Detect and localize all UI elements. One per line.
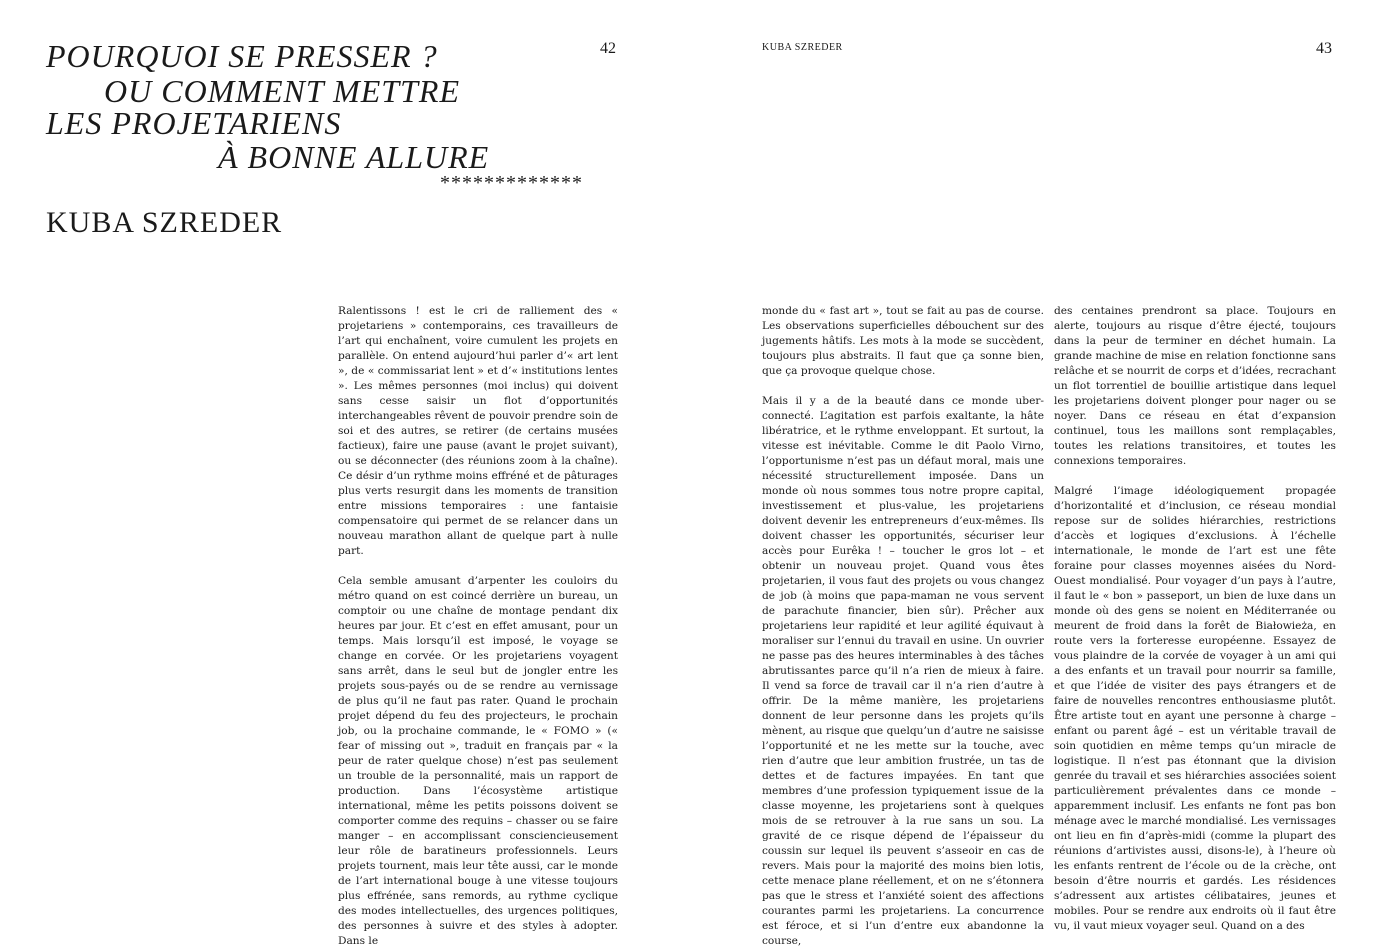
page-number-right: 43 xyxy=(1316,40,1332,57)
paragraph: des centaines prendront sa place. Toujours en alerte, toujours au risque d’être éjecté, toujours dans la peur de terminer en déchet humain. La grande machine de mise en relation fonctionne sans relâche et se nourrit de corps et d’idées, recrachant un flot torrentiel de bouillie artistique dans lequel les projetariens doivent plonger pour nager ou se noyer. Dans ce réseau en état d’expansion continuel, tous les maillons sont remplaçables, toutes les relations transitoires, et toutes les connexions temporaires. xyxy=(1054,305,1336,467)
title-line-1: POURQUOI SE PRESSER ? xyxy=(46,38,438,74)
paragraph: Malgré l’image idéologiquement propagée d’horizontalité et d’inclusion, ce réseau mondial repose sur de solides hiérarchies, restrictions d’accès et logiques d’exclusions. À l’échelle internationale, le monde de l’art est une fête foraine pour classes moyennes aisées du Nord-Ouest mondialisé. Pour voyager d’un pays à l’autre, il faut le « bon » passeport, un bien de luxe dans un monde où des gens se noient en Méditerranée ou meurent de froid dans la forêt de Białowieża, en route vers la forteresse européenne. Essayez de vous plaindre de la corvée de voyager à un ami qui a des enfants et un travail pour nourrir sa famille, et que l’idée de visiter des pays étrangers et de faire de nouvelles rencontres enthousiasme plutôt. Être artiste tout en ayant une personne à charge – enfant ou parent âgé – est un véritable travail de soin quotidien en même temps qu’un miracle de logistique. Il n’est pas étonnant que la division genrée du travail et ses hiérarchies associées soient particulièrement prévalentes dans ce monde – apparemment inclusif. Les enfants ne font pas bon ménage avec le marché mondialisé. Les vernissages ont lieu en fin d’après-midi (comme la plupart des réunions d’artivistes aussi, disons-le), à l’heure où les enfants rentrent de l’école ou de la crèche, ont besoin d’être nourris et gardés. Les résidences s’adressent aux artistes célibataires, jeunes et mobiles. Pour se rendre aux endroits où il faut être vu, il vaut mieux voyager seul. Quand on a des xyxy=(1054,485,1336,932)
right-page xyxy=(690,0,1380,949)
running-head: KUBA SZREDER xyxy=(762,42,843,53)
paragraph: monde du « fast art », tout se fait au pas de course. Les observations superficielles débouchent sur des jugements hâtifs. Les mots à la mode se succèdent, toujours plus abstraits. Il faut que ça sonne bien, que ça provoque quelque chose. xyxy=(762,305,1044,377)
body-column-2 xyxy=(762,304,1044,947)
body-column-3 xyxy=(1054,304,1336,932)
paragraph: Mais il y a de la beauté dans ce monde uber-connecté. L’agitation est parfois exaltante, la hâte libératrice, et le rythme enveloppant. Et surtout, la vitesse est inévitable. Comme le dit Paolo Virno, l’opportunisme n’est pas un défaut moral, mais une nécessité structurellement imposée. Dans un monde où nous sommes tous notre propre capital, investissement et plus-value, les projetariens doivent devenir les entrepreneurs d’eux-mêmes. Ils doivent chasser les opportunités, sécuriser leur accès pour Eurêka ! – toucher le gros lot – et obtenir un nouveau projet. Quand vous êtes projetarien, il vous faut des projets ou vous changez de job (à moins que papa-maman ne vous servent de parachute financier, bien sûr). Prêcher aux projetariens leur rapidité et leur agilité équivaut à moraliser sur l’ennui du travail en usine. Un ouvrier ne passe pas des heures interminables à des tâches abrutissantes parce qu’il n’a rien de mieux à faire. Il vend sa force de travail car il n’a rien d’autre à offrir. De la même manière, les projetariens donnent de leur personne dans les projets qu’ils mènent, au risque que quelqu’un d’autre ne saisisse l’opportunité et ne les mette sur la touche, avec rien d’autre que leur ambition frustrée, un tas de dettes et de factures impayées. En tant que membres d’une profession typiquement issue de la classe moyenne, les projetariens sont à quelques mois de se retrouver à la rue sans un sou. La gravité de ce risque dépend de l’épaisseur du coussin sur lequel ils peuvent s’asseoir en cas de revers. Mais pour la majorité des moins bien lotis, cette menace plane réellement, et on ne s’étonnera pas que le stress et l’anxiété soient des affections courantes parmi les projetariens. La concurrence est féroce, et si l’un d’entre eux abandonne la course, xyxy=(762,395,1044,947)
page-number-left: 42 xyxy=(600,40,616,57)
title-line-3: LES PROJETARIENS xyxy=(46,105,342,141)
title-ornament: ************* xyxy=(440,172,583,194)
title-line-2: OU COMMENT METTRE xyxy=(104,73,460,109)
author-name: KUBA SZREDER xyxy=(46,206,283,239)
title-line-4: À BONNE ALLURE xyxy=(218,139,490,175)
paragraph: Cela semble amusant d’arpenter les couloirs du métro quand on est coincé derrière un bureau, un comptoir ou une chaîne de montage pendant dix heures par jour. Et c’est en effet amusant, pour un temps. Mais lorsqu’il est imposé, le voyage se change en corvée. Or les projetariens voyagent sans arrêt, dans le seul but de jongler entre les projets sous-payés ou de se rendre au vernissage de plus qu’il ne faut pas rater. Quand le prochain projet dépend du feu des projecteurs, le prochain job, ou la prochaine commande, le « FOMO » (« fear of missing out », traduit en français par « la peur de rater quelque chose) n’est pas seulement un trouble de la personnalité, mais un rapport de production. Dans l’écosystème artistique international, même les petits poissons doivent se comporter comme des requins – chasser ou se faire manger – en accomplissant consciencieusement leur rôle de baratineurs professionnels. Leurs projets tournent, mais leur tête aussi, car le monde de l’art international bouge à une vitesse toujours plus effrénée, sans remords, au rythme cyclique des modes intellectuelles, des urgences politiques, des personnes à suivre et des styles à adopter. Dans le xyxy=(338,575,618,947)
paragraph: Ralentissons ! est le cri de ralliement des « projetariens » contemporains, ces travailleurs de l’art qui enchaînent, voire cumulent les projets en parallèle. On entend aujourd’hui parler d’« art lent », de « commissariat lent » et d’« institutions lentes ». Les mêmes personnes (moi inclus) qui doivent sans cesse saisir un flot d’opportunités interchangeables rêvent de pouvoir prendre soin de soi et des autres, se retirer (de certains musées factieux), faire une pause (avant le projet suivant), ou se déconnecter (des réunions zoom à la chaîne). Ce désir d’un rythme moins effréné et de pâturages plus verts resurgit dans les moments de transition entre missions temporaires : une fantaisie compensatoire qui permet de se relancer dans un nouveau marathon allant de quelque part à nulle part. xyxy=(338,305,618,557)
body-column-1 xyxy=(338,304,618,947)
